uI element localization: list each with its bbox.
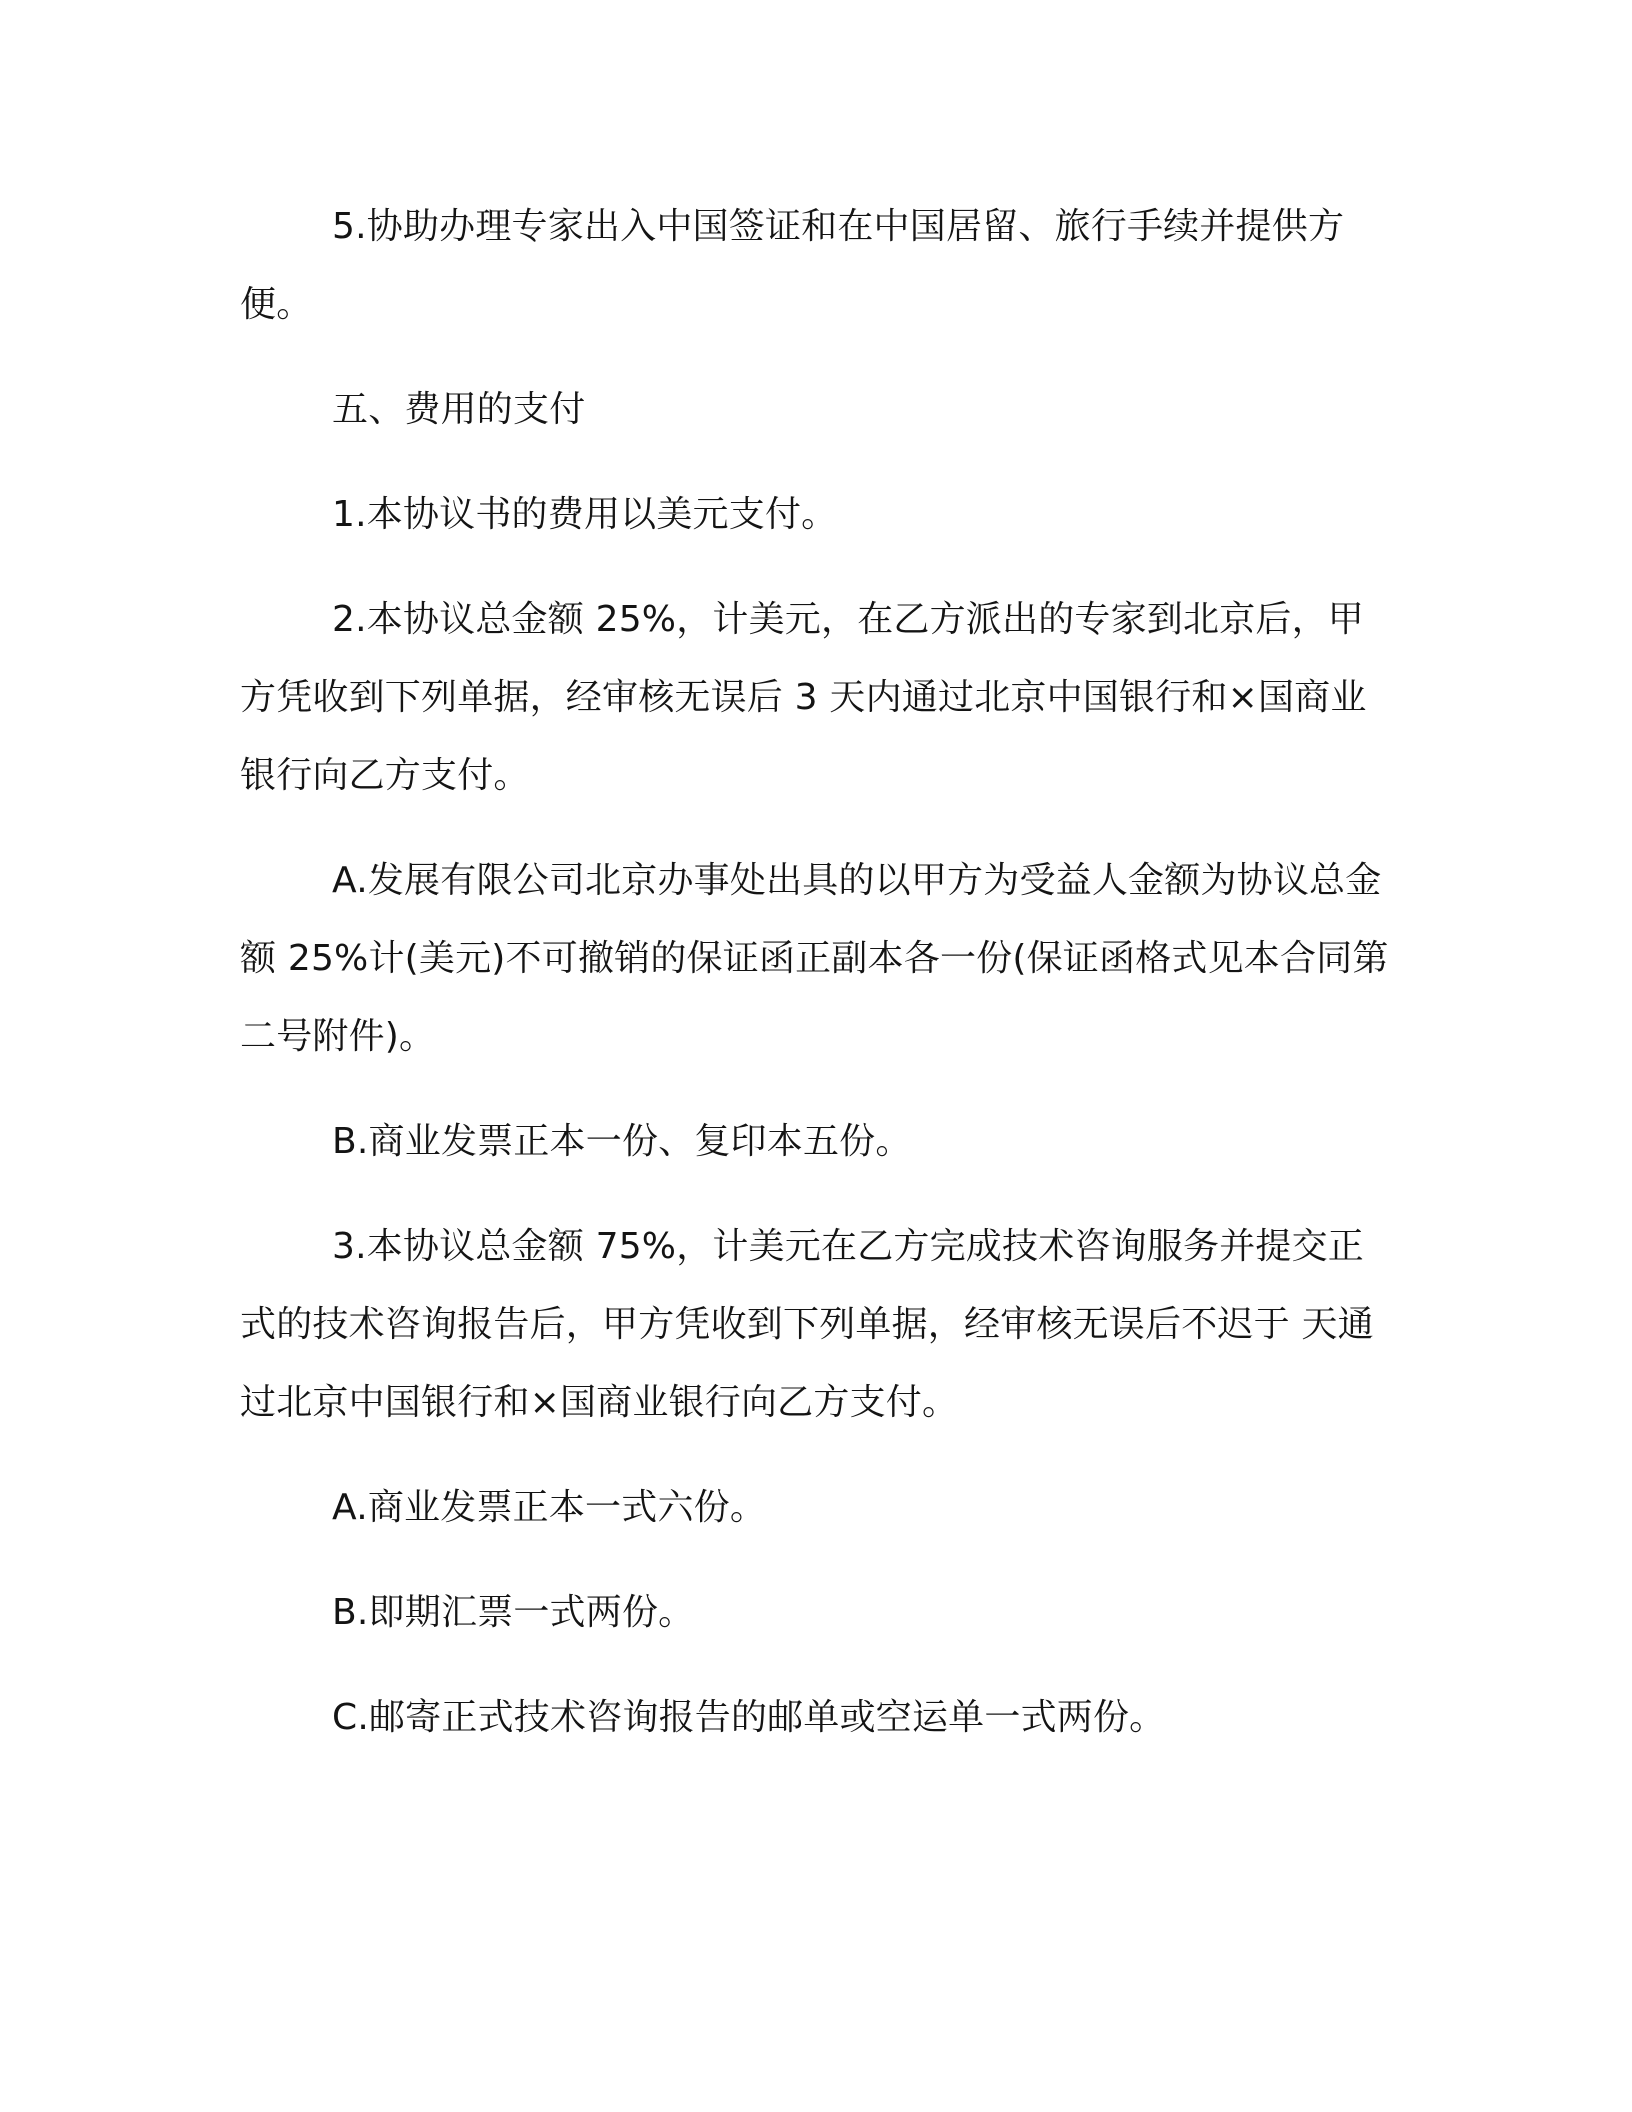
paragraph-invoice-six-copies: A.商业发票正本一式六份。 — [332, 1487, 767, 1528]
paragraph-first-payment: 2.本协议总金额 25%，计美元，在乙方派出的专家到北京后，甲方凭收到下列单据，经审核无误后 3 天内通过北京中国银行和×国商业银行向乙方支付。 — [240, 599, 1367, 796]
paragraph-second-payment: 3.本协议总金额 75%，计美元在乙方完成技术咨询服务并提交正式的技术咨询报告后，甲方凭收到下列单据，经审核无误后不迟于 天通过北京中国银行和×国商业银行向乙方支付。 — [240, 1226, 1374, 1423]
paragraph-currency: 1.本协议书的费用以美元支付。 — [332, 494, 838, 535]
paragraph-sight-draft: B.即期汇票一式两份。 — [332, 1592, 695, 1633]
paragraph-guarantee-letter: A.发展有限公司北京办事处出具的以甲方为受益人金额为协议总金额 25%计(美元)不可撤销的保证函正副本各一份(保证函格式见本合同第二号附件)。 — [240, 860, 1389, 1057]
document-body — [240, 188, 1390, 1784]
paragraph-airway-bill: C.邮寄正式技术咨询报告的邮单或空运单一式两份。 — [332, 1697, 1166, 1738]
section-heading-payment: 五、费用的支付 — [332, 389, 586, 430]
paragraph-commercial-invoice: B.商业发票正本一份、复印本五份。 — [332, 1121, 912, 1162]
paragraph-visa-assistance: 5.协助办理专家出入中国签证和在中国居留、旅行手续并提供方便。 — [240, 206, 1345, 325]
